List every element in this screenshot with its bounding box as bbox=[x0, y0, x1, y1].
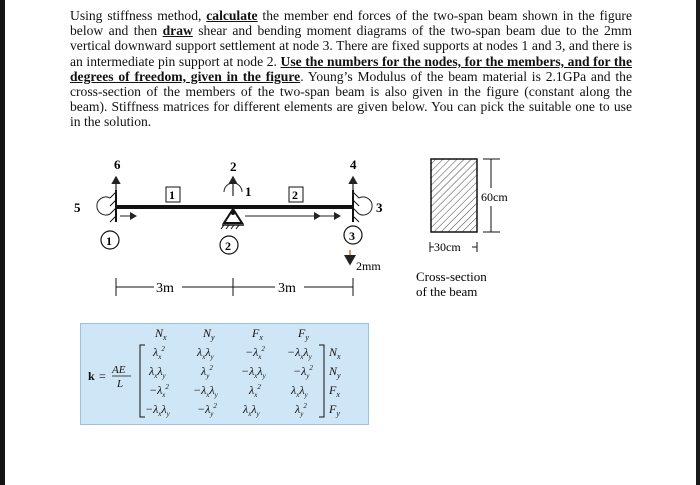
node-label-2: 2 bbox=[225, 239, 231, 253]
row-label-fy: $F_y$ bbox=[329, 402, 340, 418]
matrix-k-label: k bbox=[88, 369, 95, 383]
span-dimension bbox=[116, 278, 353, 296]
rotation-arrow-3 bbox=[359, 197, 372, 215]
span-label-1: 3m bbox=[156, 281, 174, 296]
problem-statement bbox=[70, 8, 632, 130]
dof-label-3: 3 bbox=[376, 200, 383, 215]
matrix-cell-2-1: $\lambda_x\lambda_y$ bbox=[149, 364, 166, 380]
row-label-fx: $F_x$ bbox=[329, 383, 340, 399]
matrix-cell-1-2: $\lambda_x\lambda_y$ bbox=[197, 345, 214, 361]
matrix-cell-2-2: $\lambda_y^2$ bbox=[201, 364, 213, 380]
pin-support bbox=[221, 209, 244, 229]
dof-label-1: 1 bbox=[245, 184, 252, 199]
problem-text-1: Using stiffness method, bbox=[70, 8, 207, 23]
cross-section-rect bbox=[431, 159, 477, 232]
problem-text-2: the member end forces of the two-span beam shown in the figure below and then bbox=[70, 8, 632, 39]
matrix-cell-1-4: $-\lambda_x\lambda_y$ bbox=[287, 345, 312, 361]
fixed-support-right bbox=[353, 190, 359, 222]
row-label-nx: $N_x$ bbox=[329, 345, 341, 361]
section-width-label: 30cm bbox=[434, 240, 461, 254]
matrix-cell-1-3: $-\lambda_x^2$ bbox=[245, 345, 265, 361]
rotation-arrow-5 bbox=[97, 197, 110, 215]
matrix-l: L bbox=[117, 378, 124, 390]
matrix-cell-3-4: $\lambda_x\lambda_y$ bbox=[291, 383, 308, 399]
col-header-fy: $F_y$ bbox=[298, 326, 309, 342]
member-label-2: 2 bbox=[292, 188, 298, 202]
matrix-ae: AE bbox=[112, 364, 126, 376]
beam-figure bbox=[70, 150, 670, 310]
problem-keyword-calculate: calculate bbox=[206, 8, 258, 23]
matrix-equals: = bbox=[99, 369, 106, 383]
matrix-cell-3-2: $-\lambda_x\lambda_y$ bbox=[193, 383, 218, 399]
settlement-label: 2mm bbox=[356, 259, 381, 273]
matrix-cell-4-4: $\lambda_y^2$ bbox=[295, 402, 307, 418]
span-label-2: 3m bbox=[278, 281, 296, 296]
fixed-support-left bbox=[110, 190, 116, 222]
problem-text-4: . Young’s Modulus of the beam material is 2.1GPa and the cross-section of the members of the two-span beam is also given in the figure (constant along the beam). Stiffness matrices for different elements are given below. You can pick the suitable one to use in the solution. bbox=[70, 68, 632, 130]
matrix-cell-2-4: $-\lambda_y^2$ bbox=[293, 364, 313, 380]
col-header-fx: $F_x$ bbox=[252, 326, 263, 342]
col-header-nx: $N_x$ bbox=[155, 326, 167, 342]
node-label-3: 3 bbox=[349, 229, 355, 243]
matrix-cell-2-3: $-\lambda_x\lambda_y$ bbox=[241, 364, 266, 380]
section-height-label: 60cm bbox=[481, 190, 508, 204]
matrix-cell-3-1: $-\lambda_x^2$ bbox=[149, 383, 169, 399]
section-caption-1: Cross-section bbox=[416, 269, 487, 284]
problem-keyword-draw: draw bbox=[162, 23, 193, 39]
problem-keyword-numbering: Use the numbers for the nodes, for the members, and for the degrees of freedom, given in the figure bbox=[70, 53, 632, 84]
member-label-1: 1 bbox=[169, 188, 175, 202]
right-window-edge bbox=[696, 0, 700, 485]
stiffness-matrix bbox=[81, 324, 368, 424]
row-label-ny: $N_y$ bbox=[329, 364, 341, 380]
matrix-cell-3-3: $\lambda_x^2$ bbox=[249, 383, 261, 399]
dof-label-2: 2 bbox=[230, 159, 237, 174]
left-window-edge bbox=[0, 0, 5, 485]
section-caption-2: of the beam bbox=[416, 284, 478, 299]
matrix-cell-4-3: $\lambda_x\lambda_y$ bbox=[243, 402, 260, 418]
matrix-cell-4-1: $-\lambda_x\lambda_y$ bbox=[145, 402, 170, 418]
col-header-ny: $N_y$ bbox=[203, 326, 215, 342]
dof-label-5: 5 bbox=[74, 200, 81, 215]
stiffness-matrix-panel bbox=[80, 323, 369, 425]
problem-text-3: shear and bending moment diagrams of the two-span beam due to the 2mm vertical downward support settlement at node 3. There are fixed supports at nodes 1 and 3, and there is an intermediate pin support at node 2. bbox=[70, 23, 633, 69]
dof-label-6: 6 bbox=[114, 157, 121, 172]
node-label-1: 1 bbox=[106, 234, 112, 248]
dof-label-4: 4 bbox=[350, 157, 357, 172]
matrix-cell-4-2: $-\lambda_y^2$ bbox=[197, 402, 217, 418]
matrix-cell-1-1: $\lambda_x^2$ bbox=[153, 345, 165, 361]
